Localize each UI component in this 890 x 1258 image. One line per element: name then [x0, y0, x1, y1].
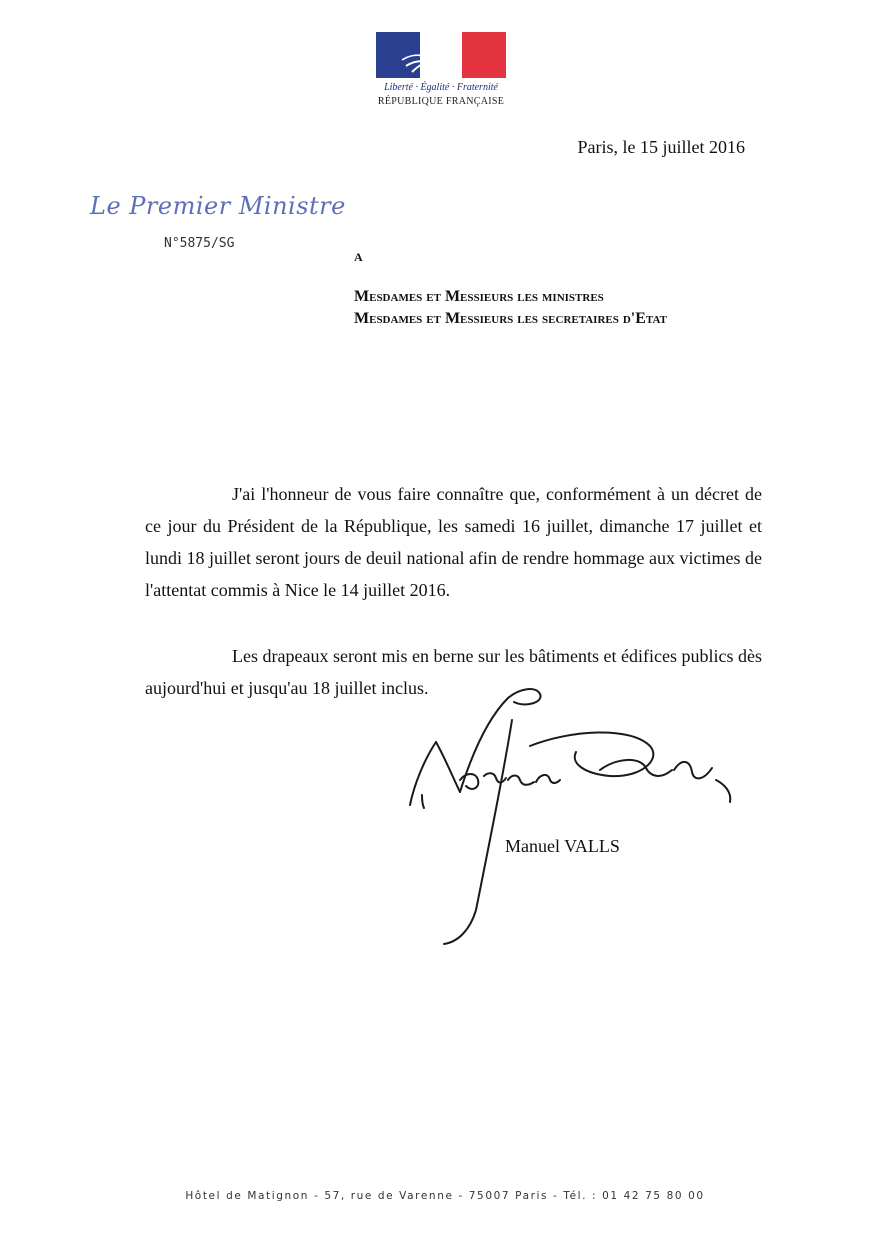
recipient-line: Mesdames et Messieurs les secretaires d'Etat: [354, 310, 667, 327]
republic-motto: Liberté · Égalité · Fraternité: [384, 82, 498, 93]
handwritten-signature: [400, 680, 760, 960]
letter-date: Paris, le 15 juillet 2016: [577, 137, 745, 157]
body-paragraph: Les drapeaux seront mis en berne sur les bâtiments et édifices publics dès aujourd'hui et jusqu'au 18 juillet inclus.: [145, 646, 762, 698]
marianne-logo: [376, 32, 506, 110]
footer-address: Hôtel de Matignon - 57, rue de Varenne - 75007 Paris - Tél. : 01 42 75 80 00: [185, 1190, 705, 1202]
reference-number: N°5875/SG: [164, 236, 235, 251]
body-paragraph: J'ai l'honneur de vous faire connaître que, conformément à un décret de ce jour du Président de la République, les samedi 16 juillet, dimanche 17 juillet et lundi 18 juillet seront jours de deuil national afin de rendre hommage aux victimes de l'attentat commis à Nice le 14 juillet 2016.: [145, 484, 762, 600]
marianne-profile-icon: [376, 32, 506, 78]
signatory-name: Manuel VALLS: [505, 836, 620, 856]
republic-name: RÉPUBLIQUE FRANÇAISE: [377, 96, 505, 107]
recipient-line: Mesdames et Messieurs les ministres: [354, 288, 604, 305]
addressee-prefix: A: [354, 250, 363, 264]
sender-title: Le Premier Ministre: [90, 192, 346, 220]
